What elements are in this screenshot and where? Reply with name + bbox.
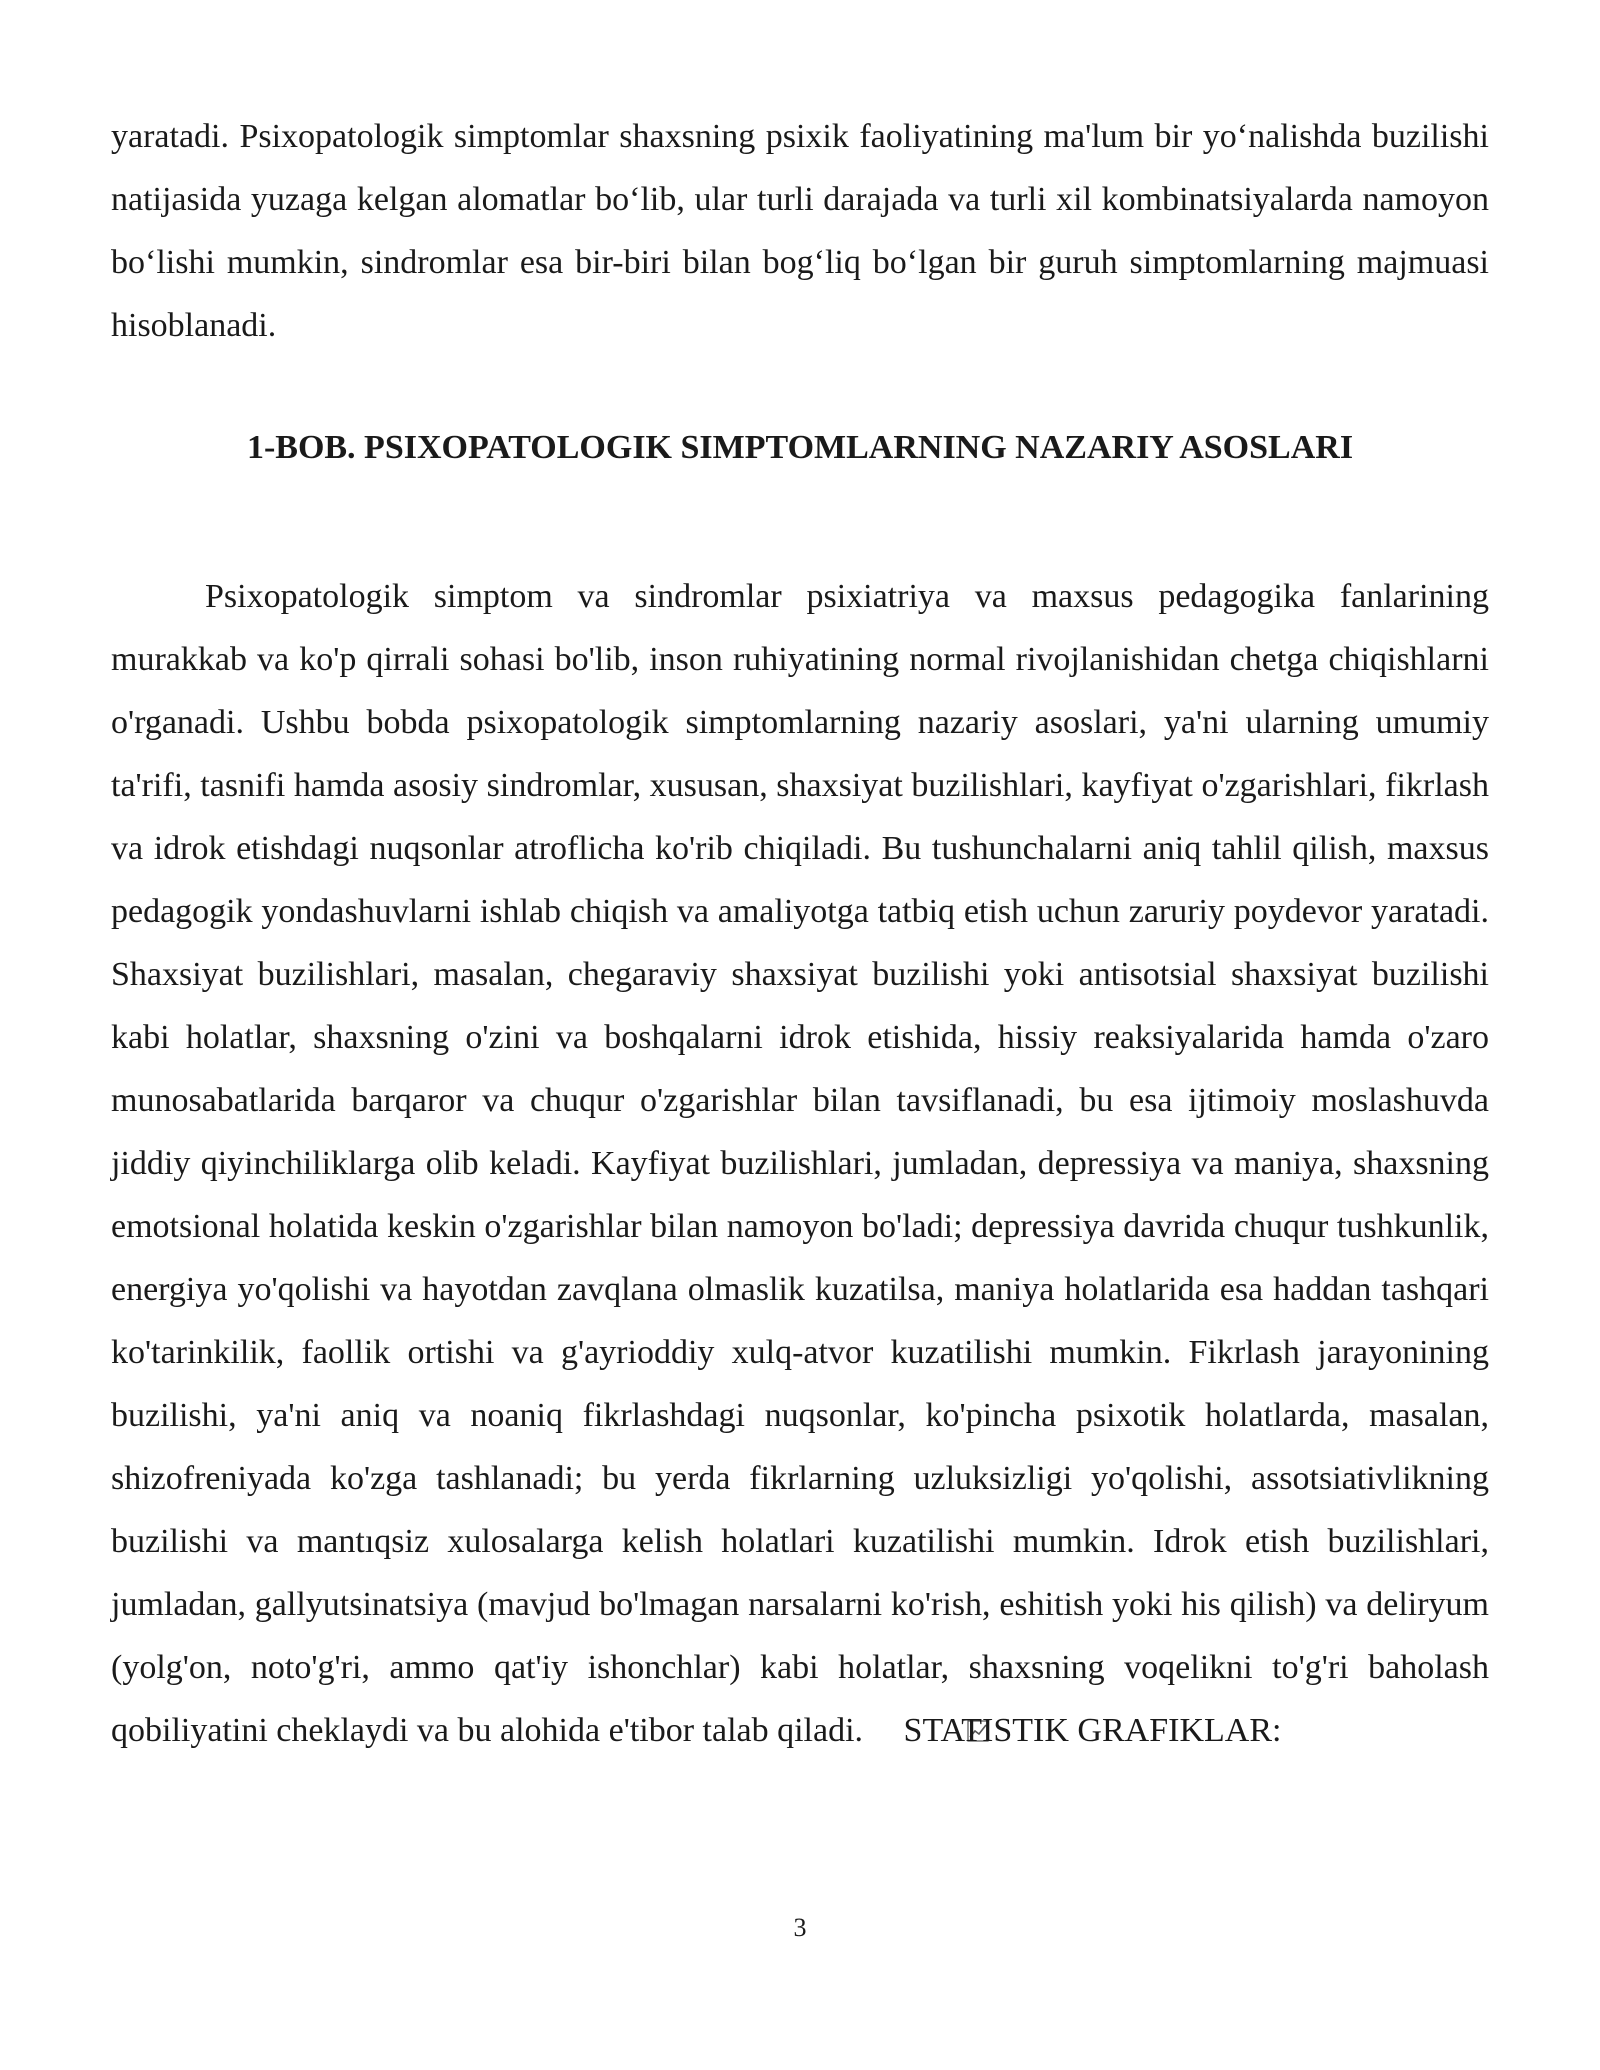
chart-increasing-icon (872, 1701, 896, 1725)
chapter-paragraph-text: Psixopatologik simptom va sindromlar psixiatriya va maxsus pedagogika fanlarining murakkab va ko'p qirrali sohasi bo'lib, inson ruhiyatining normal rivojlanishidan chetga chiqishlarni o'rganadi. Ushbu bobda psixopatologik simptomlarning nazariy asoslari, ya'ni ularning umumiy ta'rifi, tasnifi hamda asosiy sindromlar, xususan, shaxsiyat buzilishlari, kayfiyat o'zgarishlari, fikrlash va idrok etishdagi nuqsonlar atroflicha ko'rib chiqiladi. Bu tushunchalarni aniq tahlil qilish, maxsus pedagogik yondashuvlarni ishlab chiqish va amaliyotga tatbiq etish uchun zaruriy poydevor yaratadi. Shaxsiyat buzilishlari, masalan, chegaraviy shaxsiyat buzilishi yoki antisotsial shaxsiyat buzilishi kabi holatlar, shaxsning o'zini va boshqalarni idrok etishida, hissiy reaksiyalarida hamda o'zaro munosabatlarida barqaror va chuqur o'zgarishlar bilan tavsiflanadi, bu esa ijtimoiy moslashuvda jiddiy qiyinchiliklarga olib keladi. Kayfiyat buzilishlari, jumladan, depressiya va maniya, shaxsning emotsional holatida keskin o'zgarishlar bilan namoyon bo'ladi; depressiya davrida chuqur tushkunlik, energiya yo'qolishi va hayotdan zavqlana olmaslik kuzatilsa, maniya holatlarida esa haddan tashqari ko'tarinkilik, faollik ortishi va g'ayrioddiy xulq-atvor kuzatilishi mumkin. Fikrlash jarayonining buzilishi, ya'ni aniq va noaniq fikrlashdagi nuqsonlar, ko'pincha psixotik holatlarda, masalan, shizofreniyada ko'zga tashlanadi; bu yerda fikrlarning uzluksizligi yo'qolishi, assotsiativlikning buzilishi va mantıqsiz xulosalarga kelish holatlari kuzatilishi mumkin. Idrok etish buzilishlari, jumladan, gallyutsinatsiya (mavjud bo'lmagan narsalarni ko'rish, eshitish yoki his qilish) va deliryum (yolg'on, noto'g'ri, ammo qat'iy ishonchlar) kabi holatlar, shaxsning voqelikni to'g'ri baholash qobiliyatini cheklaydi va bu alohida e'tibor talab qiladi. (111, 578, 1489, 1749)
chapter-body (111, 565, 1489, 1762)
page-number: 3 (793, 1913, 807, 1942)
stats-label: STATISTIK GRAFIKLAR: (903, 1712, 1282, 1749)
intro-paragraph: yaratadi. Psixopatologik simptomlar shaxsning psixik faoliyatining ma'lum bir yo‘nalishda buzilishi natijasida yuzaga kelgan alomatlar bo‘lib, ular turli darajada va turli xil kombinatsiyalarda namoyon bo‘lishi mumkin, sindromlar esa bir-biri bilan bog‘liq bo‘lgan bir guruh simptomlarning majmuasi hisoblanadi. (111, 118, 1489, 344)
document-page (111, 105, 1489, 1749)
chapter-heading: 1-BOB. PSIXOPATOLOGIK SIMPTOMLARNING NAZARIY ASOSLARI (246, 429, 1354, 466)
chapter-paragraph (111, 565, 1489, 1762)
